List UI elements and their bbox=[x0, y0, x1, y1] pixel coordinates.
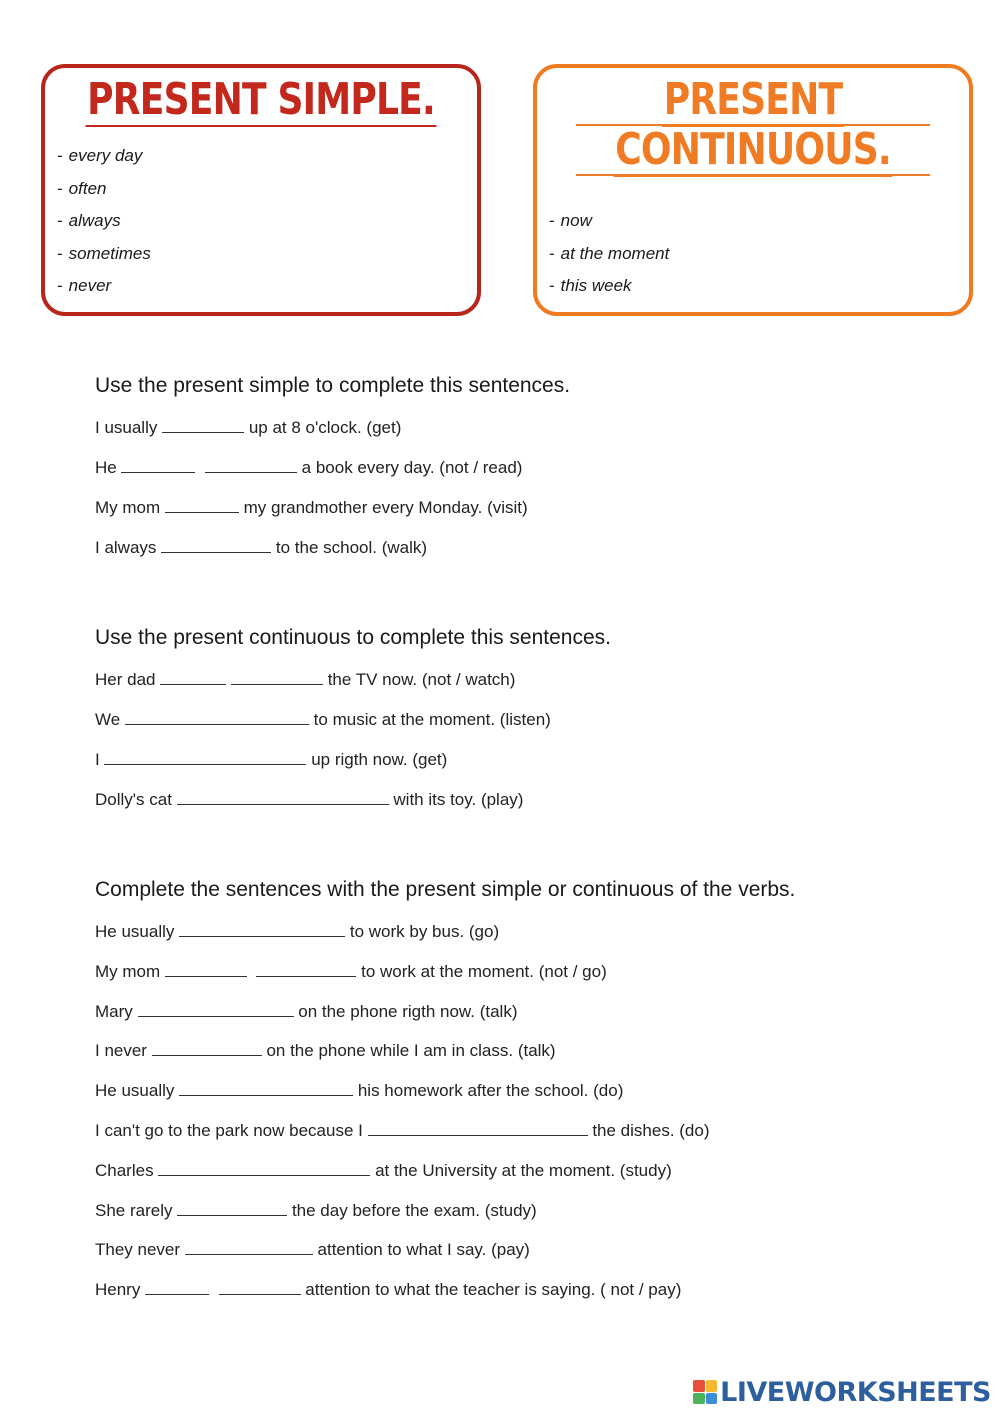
answer-blank[interactable] bbox=[158, 1161, 370, 1176]
logo-tile bbox=[706, 1393, 718, 1405]
present-continuous-markers bbox=[549, 211, 669, 309]
marker-item: - at the moment bbox=[549, 243, 670, 263]
exercise-item: She rarely the day before the exam. (study) bbox=[95, 1200, 537, 1220]
exercise-section-mixed bbox=[95, 877, 975, 1319]
logo-tile bbox=[693, 1393, 705, 1405]
exercise-item: My mom to work at the moment. (not / go) bbox=[95, 961, 607, 981]
exercise-item: I always to the school. (walk) bbox=[95, 538, 428, 557]
marker-item: - never bbox=[57, 276, 112, 295]
answer-blank[interactable] bbox=[219, 1280, 301, 1295]
exercise-item: I up rigth now. (get) bbox=[95, 750, 448, 769]
answer-blank[interactable] bbox=[205, 458, 297, 473]
answer-blank[interactable] bbox=[368, 1121, 588, 1136]
logo-tile bbox=[693, 1380, 705, 1392]
exercise-item: I can't go to the park now because I the dishes. (do) bbox=[95, 1120, 710, 1140]
section-heading: Use the present simple to complete this sentences. bbox=[95, 374, 571, 397]
exercise-item: Charles at the University at the moment. (study) bbox=[95, 1160, 672, 1180]
exercise-section-present-simple bbox=[95, 373, 975, 577]
section-heading: Use the present continuous to complete this sentences. bbox=[95, 626, 611, 649]
answer-blank[interactable] bbox=[125, 710, 309, 725]
marker-item: - sometimes bbox=[57, 243, 151, 263]
exercise-section-present-continuous bbox=[95, 625, 975, 829]
section-heading: Complete the sentences with the present simple or continuous of the verbs. bbox=[95, 878, 796, 901]
exercise-item: I usually up at 8 o'clock. (get) bbox=[95, 418, 402, 437]
answer-blank[interactable] bbox=[162, 418, 244, 433]
answer-blank[interactable] bbox=[185, 1240, 313, 1255]
answer-blank[interactable] bbox=[256, 962, 356, 977]
exercise-item: Her dad the TV now. (not / watch) bbox=[95, 670, 516, 689]
liveworksheets-logo-icon bbox=[693, 1380, 717, 1404]
answer-blank[interactable] bbox=[145, 1280, 209, 1295]
present-simple-markers bbox=[57, 146, 151, 309]
answer-blank[interactable] bbox=[179, 1081, 353, 1096]
exercise-item: He usually to work by bus. (go) bbox=[95, 922, 500, 941]
marker-item: - every day bbox=[57, 146, 143, 165]
exercise-item: I never on the phone while I am in class. (talk) bbox=[95, 1041, 556, 1061]
answer-blank[interactable] bbox=[104, 750, 306, 765]
present-continuous-title: PRESENT CONTINUOUS. bbox=[576, 76, 930, 176]
exercise-item: He usually his homework after the school. (do) bbox=[95, 1081, 624, 1101]
marker-item: - now bbox=[549, 211, 592, 230]
exercise-item: We to music at the moment. (listen) bbox=[95, 710, 551, 729]
exercise-item: My mom my grandmother every Monday. (visit) bbox=[95, 498, 528, 517]
answer-blank[interactable] bbox=[160, 670, 226, 685]
marker-item: - this week bbox=[549, 276, 632, 295]
exercise-item: Mary on the phone rigth now. (talk) bbox=[95, 1001, 518, 1021]
marker-item: - always bbox=[57, 211, 121, 230]
answer-blank[interactable] bbox=[231, 670, 323, 685]
present-simple-title: PRESENT SIMPLE. bbox=[87, 74, 435, 125]
answer-blank[interactable] bbox=[177, 1201, 287, 1216]
answer-blank[interactable] bbox=[152, 1041, 262, 1056]
answer-blank[interactable] bbox=[179, 922, 345, 937]
answer-blank[interactable] bbox=[177, 790, 389, 805]
exercise-item: He a book every day. (not / read) bbox=[95, 458, 523, 477]
logo-tile bbox=[706, 1380, 718, 1392]
present-continuous-card bbox=[533, 64, 973, 316]
exercise-item: Dolly's cat with its toy. (play) bbox=[95, 790, 524, 809]
present-simple-card bbox=[41, 64, 481, 316]
answer-blank[interactable] bbox=[161, 538, 271, 553]
answer-blank[interactable] bbox=[165, 498, 239, 513]
answer-blank[interactable] bbox=[165, 962, 247, 977]
brand-wordmark: LIVEWORKSHEETS bbox=[720, 1376, 991, 1408]
answer-blank[interactable] bbox=[121, 458, 195, 473]
marker-item: - often bbox=[57, 178, 107, 198]
exercise-item: Henry attention to what the teacher is saying. ( not / pay) bbox=[95, 1280, 682, 1300]
liveworksheets-brand bbox=[693, 1377, 991, 1407]
answer-blank[interactable] bbox=[138, 1002, 294, 1017]
exercise-item: They never attention to what I say. (pay) bbox=[95, 1240, 530, 1260]
